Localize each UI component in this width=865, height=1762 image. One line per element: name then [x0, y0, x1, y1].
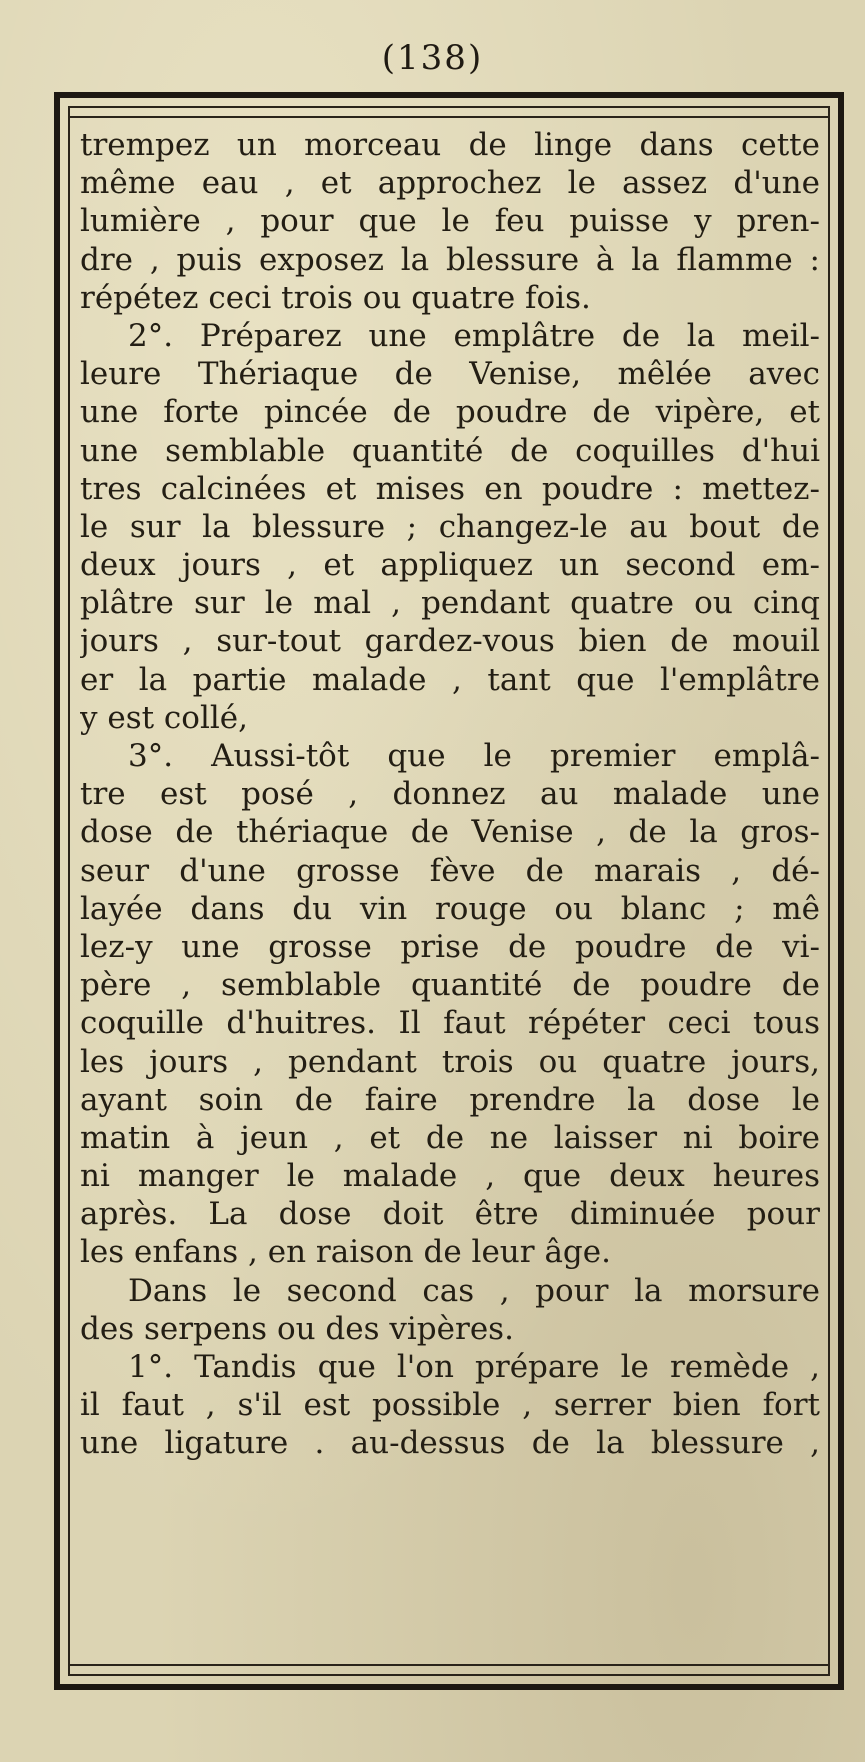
text-line: 1°. Tandis que l'on prépare le remède ,	[128, 1349, 820, 1385]
text-line: ayant soin de faire prendre la dose le	[80, 1081, 820, 1118]
text-line: layée dans du vin rouge ou blanc ; mê	[80, 890, 820, 927]
text-line: les enfans , en raison de leur âge.	[80, 1234, 611, 1271]
text-line: tres calcinées et mises en poudre : mettez-	[80, 470, 820, 507]
text-line: trempez un morceau de linge dans cette	[80, 127, 820, 163]
text-line: er la partie malade , tant que l'emplâtre	[80, 661, 820, 698]
text-line: plâtre sur le mal , pendant quatre ou cinq	[80, 585, 820, 622]
text-line: il faut , s'il est possible , serrer bien fort	[80, 1387, 820, 1424]
page-number: (138)	[381, 38, 484, 78]
text-line: une forte pincée de poudre de vipère, et	[80, 394, 820, 431]
text-line: seur d'une grosse fève de marais , dé-	[80, 852, 820, 889]
bottom-rule	[68, 1664, 830, 1666]
text-line: leure Thériaque de Venise, mêlée avec	[80, 356, 820, 393]
text-line: après. La dose doit être diminuée pour	[80, 1196, 820, 1233]
top-rule	[68, 116, 830, 118]
body-text	[80, 126, 820, 1656]
text-line: tre est posé , donnez au malade une	[80, 776, 820, 813]
text-line: dose de thériaque de Venise , de la gros-	[80, 814, 820, 851]
text-line: coquille d'huitres. Il faut répéter ceci tous	[80, 1005, 820, 1042]
text-line: répétez ceci trois ou quatre fois.	[80, 279, 591, 316]
text-line: 2°. Préparez une emplâtre de la meil-	[128, 317, 820, 354]
text-line: des serpens ou des vipères.	[80, 1310, 514, 1347]
text-line: lumière , pour que le feu puisse y pren-	[80, 203, 820, 240]
text-line: le sur la blessure ; changez-le au bout de	[80, 508, 820, 545]
text-line: une ligature . au-dessus de la blessure ,	[80, 1425, 820, 1462]
text-line: matin à jeun , et de ne laisser ni boire	[80, 1119, 820, 1156]
text-line: lez-y une grosse prise de poudre de vi-	[80, 928, 820, 965]
text-line: jours , sur-tout gardez-vous bien de mouil	[80, 623, 820, 660]
text-line: dre , puis exposez la blessure à la flamme :	[80, 241, 820, 278]
text-line: 3°. Aussi-tôt que le premier emplâ-	[128, 738, 820, 774]
text-line: les jours , pendant trois ou quatre jours,	[80, 1043, 820, 1080]
text-line: deux jours , et appliquez un second em-	[80, 547, 820, 584]
text-line: y est collé,	[80, 699, 248, 736]
text-line: même eau , et approchez le assez d'une	[80, 165, 820, 202]
text-line: père , semblable quantité de poudre de	[80, 967, 820, 1004]
text-line: ni manger le malade , que deux heures	[80, 1158, 820, 1195]
text-line: Dans le second cas , pour la morsure	[128, 1272, 820, 1309]
text-line: une semblable quantité de coquilles d'hui	[80, 432, 820, 469]
